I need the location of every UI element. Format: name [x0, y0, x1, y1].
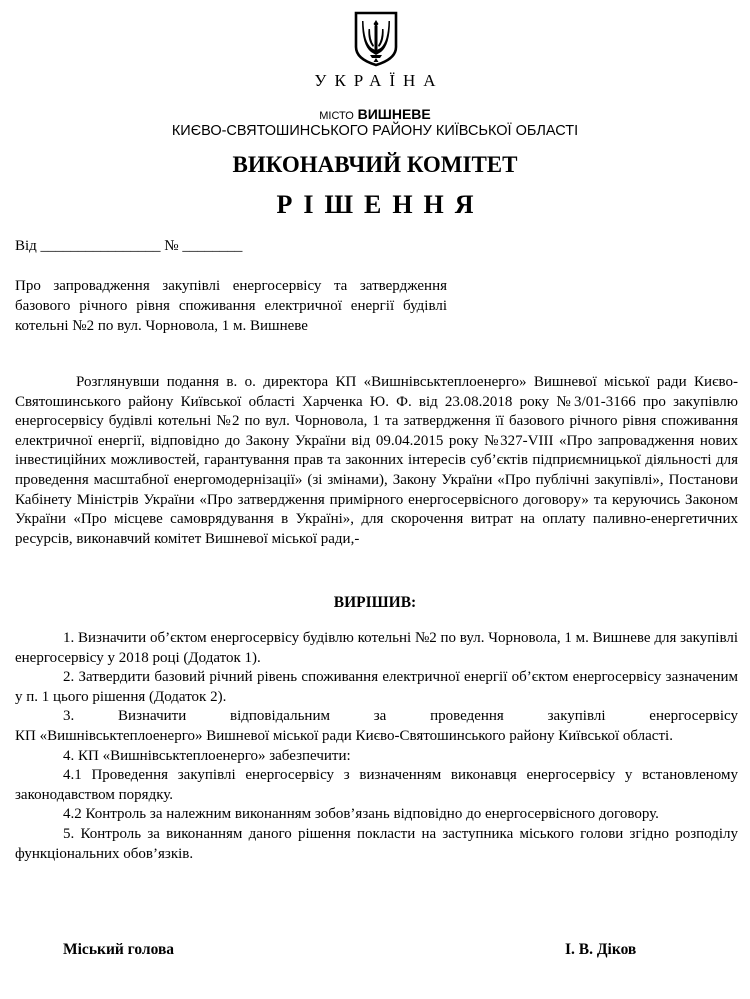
- decision-item-4-1: 4.1 Проведення закупівлі енергосервісу з визначенням виконавця енергосервісу у встановленому законодавством порядку.: [15, 767, 738, 803]
- decision-item-3-continued: КП «Вишнівськтеплоенерго» Вишневої міської ради Києво-Святошинського району Київської області.: [15, 727, 673, 744]
- decision-item-2: 2. Затвердити базовий річний рівень споживання електричної енергії об’єктом енергосервісу зазначеним у п. 1 цього рішення (Додаток 2).: [15, 669, 738, 705]
- decision-items: [15, 629, 738, 864]
- region-name: КИЄВО-СВЯТОШИНСЬКОГО РАЙОНУ КИЇВСЬКОЇ ОБЛАСТІ: [171, 123, 579, 139]
- date-number-line: Від ________________ № ________: [15, 238, 243, 254]
- committee-title: ВИКОНАВЧИЙ КОМІТЕТ: [232, 152, 518, 177]
- city-prefix: МІСТО: [319, 110, 354, 122]
- signature-title: Міський голова: [63, 941, 175, 958]
- trident-emblem-icon: [353, 11, 399, 67]
- city-line: [0, 106, 750, 124]
- document-type-title: РІШЕННЯ: [276, 190, 485, 219]
- city-name: ВИШНЕВЕ: [357, 106, 431, 122]
- decision-item-5: 5. Контроль за виконанням даного рішення покласти на заступника міського голови згідно розподілу функціональних обов’язків.: [15, 825, 738, 862]
- decision-item-1: 1. Визначити об’єктом енергосервісу будівлю котельні №2 по вул. Чорновола, 1 м. Вишневе для закупівлі енергосервісу у 2018 році (Додаток 1).: [15, 630, 738, 666]
- decision-item-4: 4. КП «Вишнівськтеплоенерго» забезпечити:: [63, 747, 351, 764]
- preamble-paragraph: Розглянувши подання в. о. директора КП «Вишнівськтеплоенерго» Вишневої міської ради Києво-Святошинського району Київської області Харченка Ю. Ф. від 23.08.2018 року №3/01-3166 про закупівлю енергосервісу будівлі котельні №2 по вул. Чорновола, 1 та затвердження її базового річного рівня споживання електричної енергії, відповідно до Закону України від 09.04.2015 року №327-VIII «Про запровадження нових інвестиційних можливостей, гарантування прав та законних інтересів суб’єктів підприємницької діяльності для проведення масштабної енергомодернізації» (зі змінами), Закону України «Про публічні закупівлі», Постанови Кабінету Міністрів України «Про затвердження примірного енергосервісного договору» та керуючись Законом України «Про місцеве самоврядування в Україні», для скорочення витрат на оплату паливно-енергетичних ресурсів, виконавчий комітет Вишневої міської ради,-: [15, 374, 738, 547]
- decision-subject: Про запровадження закупівлі енергосервісу та затвердження базового річного рівня споживання електричної енергії будівлі котельні №2 по вул. Чорновола, 1 м. Вишневе: [15, 278, 447, 334]
- decision-item-4-2: 4.2 Контроль за належним виконанням зобов’язань відповідно до енергосервісного договору.: [63, 806, 659, 823]
- signature-name: І. В. Діков: [565, 941, 637, 958]
- resolved-heading: ВИРІШИВ:: [333, 594, 417, 611]
- decision-item-3: 3. Визначити відповідальним за проведення закупівлі енергосервісу: [63, 708, 738, 725]
- country-name: УКРАЇНА: [314, 71, 444, 90]
